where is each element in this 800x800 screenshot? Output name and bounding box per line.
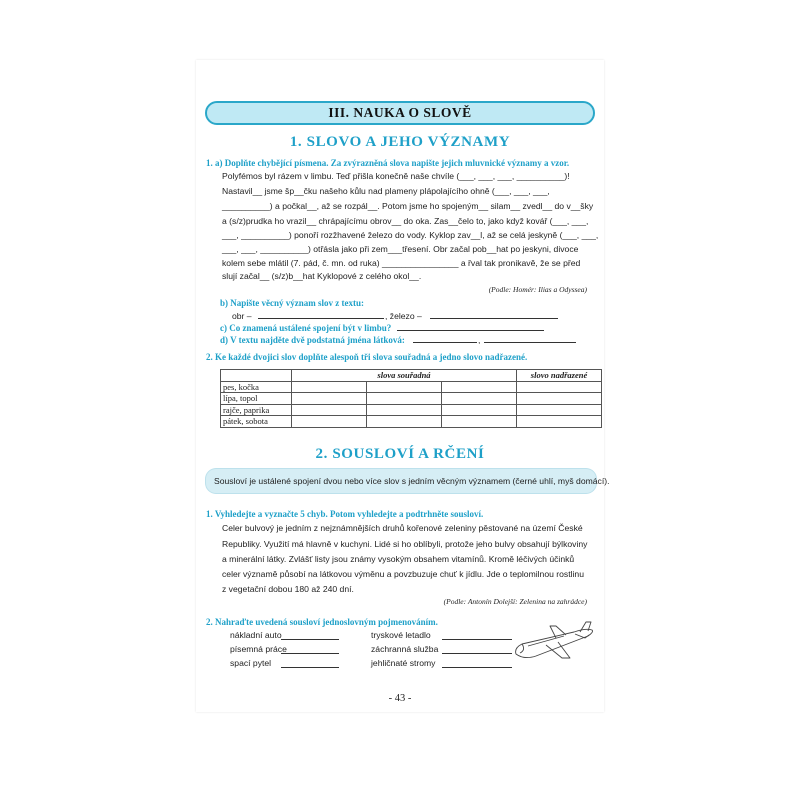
- text-line: Polyfémos byl rázem v limbu. Teď přišla konečně naše chvíle (___, ___, ___, __________)!: [222, 171, 570, 181]
- text-line: ___, __________) ponoří rozžhavené železo do vody. Kyklop zav__l, až se celá jeskyně (___, ___,: [222, 230, 599, 240]
- text-line: slují začal__ (s/z)b__hat Kyklopové z celého okol__.: [222, 271, 422, 281]
- task1b-label: b) Napište věcný význam slov z textu:: [220, 298, 364, 308]
- zelezo-label: , železo –: [385, 311, 422, 321]
- text-line: Republiky. Využití má hlavně v kuchyni. Lidé si ho oblíbyli, protože jeho bulvy obsahují býlkoviny: [222, 539, 588, 549]
- text-line: z vegetační dobou 180 až 240 dní.: [222, 584, 354, 594]
- text-line: ___, ___, __________) otřásla jako při zem___třesení. Obr začal pob__hat po jeskyni, divoce: [222, 244, 579, 254]
- task1-label: 1. a) Doplňte chybějící písmena. Za zvýrazněná slova napište jejich mluvnické významy a vzor.: [206, 158, 570, 168]
- task1c-label: c) Co znamená ustálené spojení být v limbu?: [220, 323, 392, 333]
- obr-label: obr –: [232, 311, 252, 321]
- table-header-empty: [221, 370, 292, 382]
- s2-task1-label: 1. Vyhledejte a vyznačte 5 chyb. Potom vyhledejte a podtrhněte sousloví.: [206, 509, 484, 519]
- answer-line[interactable]: [442, 667, 512, 668]
- airplane-illustration: [512, 618, 596, 666]
- phrase-spaci-pytel: spací pytel: [230, 658, 272, 668]
- text-line: kolem sebe mlátil (7. pád, č. mn. od ruka) ________________ a řval tak pronikavě, že se před: [222, 258, 581, 268]
- text-line: a (s/z)prudka ho vrazil__ chrápajícímu obrov__ do oka. Zas__čelo to, jako když kovář (___, ___,: [222, 216, 589, 226]
- answer-line[interactable]: [281, 667, 339, 668]
- zelezo-answer-line[interactable]: [430, 318, 558, 319]
- definition-box: Sousloví je ustálené spojení dvou nebo více slov s jedním věcným významem (černé uhlí, myš domácí).: [206, 469, 596, 493]
- source-citation: (Podle: Antonín Dolejší: Zelenina na zahrádce): [443, 597, 587, 606]
- table-row: rajče, paprika: [221, 404, 602, 416]
- phrase-zachranna-sluzba: záchranná služba: [371, 644, 439, 654]
- word-table: [220, 369, 602, 428]
- answer-line[interactable]: [442, 639, 512, 640]
- answer-line[interactable]: [442, 653, 512, 654]
- text-line: Nastavil__ jsme šp__čku našeho kůlu nad plameny plápolajícího ohně (___, ___, ___,: [222, 186, 550, 196]
- d-answer-line-2[interactable]: [484, 342, 576, 343]
- phrase-jehlicnate-stromy: jehličnaté stromy: [371, 658, 436, 668]
- chapter-title: III. NAUKA O SLOVĚ: [205, 101, 595, 125]
- phrase-nakladni-auto: nákladní auto: [230, 630, 282, 640]
- d-answer-line-1[interactable]: [413, 342, 477, 343]
- page-number: - 43 -: [388, 693, 412, 704]
- task1d-label: d) V textu najděte dvě podstatná jména látková:: [220, 335, 405, 345]
- text-line: celer významě působí na látkovou výměnu a povzbuzuje chuť k jídlu. Jde o teplomilnou rostlinu: [222, 569, 584, 579]
- text-line: __________) a počkal__, až se rozpál__. Potom jsme ho spojeným__ silam__ zvedl__ do v__šky: [222, 201, 594, 211]
- answer-line[interactable]: [281, 639, 339, 640]
- phrase-tryskove-letadlo: tryskové letadlo: [371, 630, 431, 640]
- source-citation: (Podle: Homér: Ilias a Odyssea): [488, 285, 587, 294]
- task2-label: 2. Ke každé dvojici slov doplňte alespoň tři slova souřadná a jedno slovo nadřazené.: [206, 352, 528, 362]
- table-header-coordinate: slova souřadná: [292, 370, 517, 382]
- section1-heading: 1. SLOVO A JEHO VÝZNAMY: [289, 134, 511, 150]
- table-header-superordinate: slovo nadřazené: [517, 370, 602, 382]
- comma: ,: [478, 335, 481, 345]
- s2-task2-label: 2. Nahraďte uvedená sousloví jednoslovným pojmenováním.: [206, 617, 438, 627]
- table-row: pes, kočka: [221, 381, 602, 393]
- obr-answer-line[interactable]: [258, 318, 384, 319]
- text-line: a minerální látky. Zvlášť listy jsou známy vysokým obsahem vitamínů. Kromě léčivých účinků: [222, 554, 575, 564]
- table-row: pátek, sobota: [221, 416, 602, 428]
- c-answer-line[interactable]: [397, 330, 544, 331]
- section2-heading: 2. SOUSLOVÍ A RČENÍ: [315, 446, 485, 462]
- answer-line[interactable]: [281, 653, 339, 654]
- text-line: Celer bulvový je jedním z nejznámnějších druhů kořenové zeleniny pěstované na území České: [222, 523, 583, 533]
- table-row: lípa, topol: [221, 393, 602, 405]
- phrase-pisemna-prace: písemná práce: [230, 644, 287, 654]
